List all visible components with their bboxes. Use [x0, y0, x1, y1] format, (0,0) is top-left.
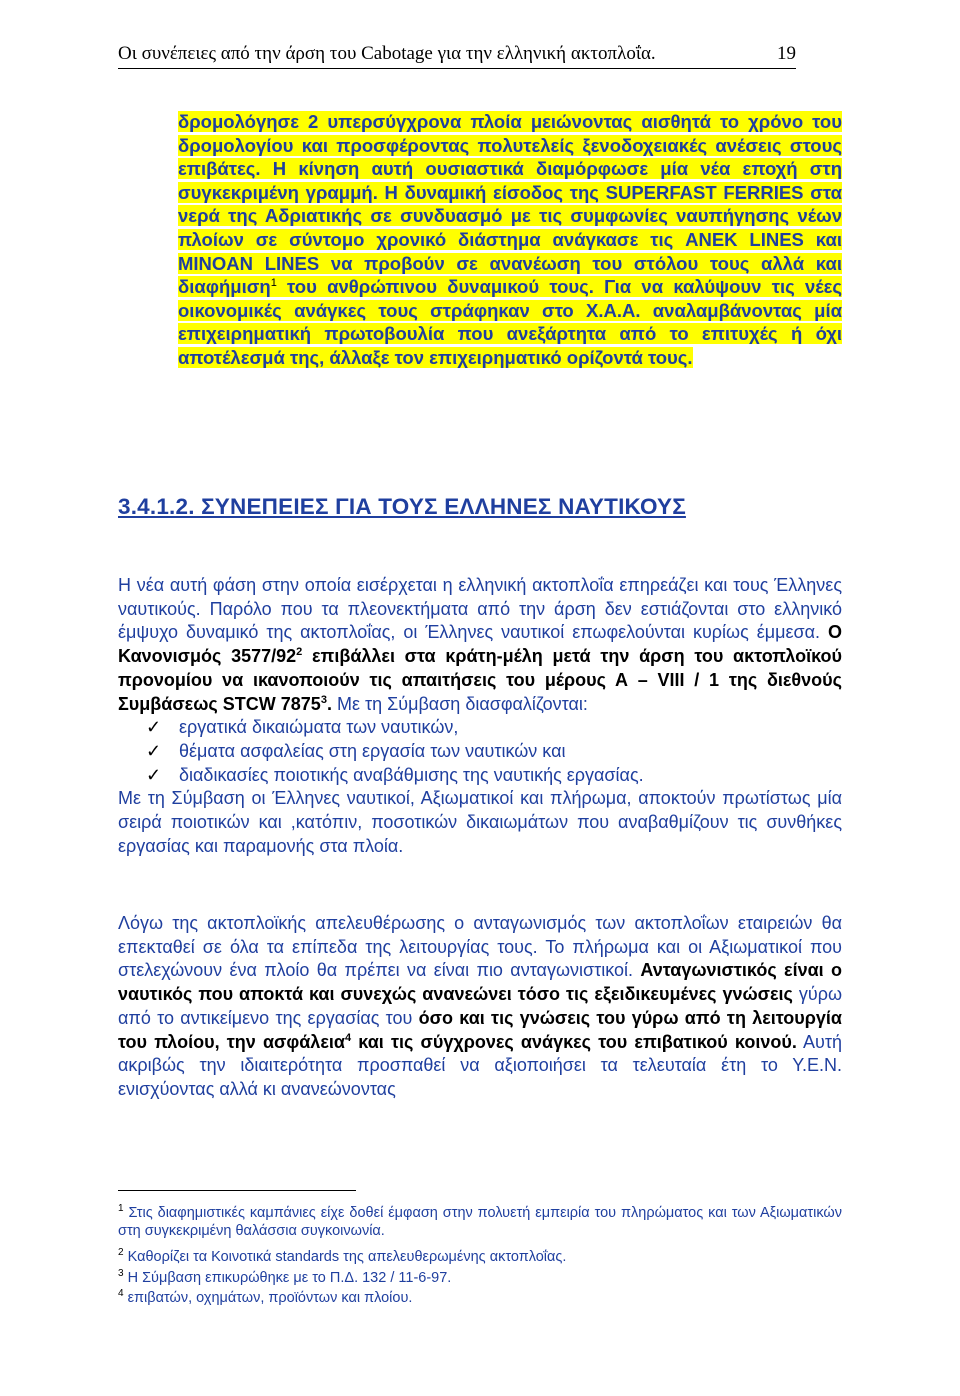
checklist-item: [146, 716, 842, 740]
footnote-divider: [118, 1190, 356, 1191]
checklist-item-text: διαδικασίες ποιοτικής αναβάθμισης της ναυτικής εργασίας.: [179, 764, 644, 785]
checklist-item-text: εργατικά δικαιώματα των ναυτικών,: [179, 717, 459, 738]
footnote-ref-3: 3: [320, 693, 327, 706]
footnote-text: Η Σύμβαση επικυρώθηκε με το Π.Δ. 132 / 11-6-97.: [127, 1269, 452, 1286]
section-heading: 3.4.1.2. ΣΥΝΕΠΕΙΕΣ ΓΙΑ ΤΟΥΣ ΕΛΛΗΝΕΣ ΝΑΥΤΙΚΟΥΣ: [118, 494, 686, 519]
checklist-item: [146, 764, 842, 788]
checklist-item-text: θέματα ασφαλείας στη εργασία των ναυτικών και: [179, 740, 566, 761]
checklist-item: [146, 740, 842, 764]
paragraph-3: [118, 912, 842, 1102]
paragraph-1: [118, 574, 842, 858]
paragraph-1-text-a: Η νέα αυτή φάση στην οποία εισέρχεται η ελληνική ακτοπλοΐα επηρεάζει και τους Έλληνες ναυτικούς. Παρόλο που τα πλεονεκτήματα από την άρση δεν εστιάζονται στο ελληνικό έμψυχο δυναμικό της ακτοπλοΐας, οι Έλληνες ναυτικοί επωφελούνται κυρίως έμμεσα.: [118, 575, 842, 643]
highlighted-paragraph: [178, 110, 842, 370]
highlight-text-2: του ανθρώπινου δυναμικού τους. Για να καλύψουν τις νέες οικονομικές ανάγκες τους στράφηκαν στο Χ.Α.Α. αναλαμβάνοντας μία επιχειρηματική πρωτοβουλία που ανεξάρτητα από το επιτυχές ή όχι αποτέλεσμά της, άλλαξε τον επιχειρηματικό ορίζοντά τους.: [178, 276, 842, 368]
footnote-ref-2: 2: [296, 646, 303, 659]
footnote-number: 4: [118, 1288, 124, 1299]
footnote: [118, 1200, 842, 1240]
footnote: [118, 1285, 842, 1307]
paragraph-3-bold-b: όσο και τις γνώσεις του γύρω από τη λειτουργία του πλοίου, την ασφάλεια: [118, 1007, 842, 1052]
paragraph-3-bold-a: Ανταγωνιστικός είναι ο ναυτικός που αποκτά και συνεχώς ανανεώνει τόσο τις εξειδικευμένες γνώσεις: [118, 960, 842, 1005]
paragraph-1-text-b: Με τη Σύμβαση διασφαλίζονται:: [331, 693, 588, 714]
checkmark-icon: ✓: [146, 764, 162, 785]
footnote-text: Καθορίζει τα Κοινοτικά standards της απελευθερωμένης ακτοπλοΐας.: [127, 1248, 567, 1265]
regulation-bold-b: επιβάλλει στα κράτη-μέλη μετά την άρση του ακτοπλοϊκού προνομίου να ικανοποιούν τις απαιτήσεις του μέρους Α – VIII / 1 της διεθνούς Συμβάσεως STCW 7875: [118, 646, 842, 714]
running-header: [118, 42, 796, 69]
regulation-bold-a: Ο Κανονισμός 3577/92: [118, 622, 842, 667]
footnote-number: 1: [118, 1203, 124, 1214]
footnote-ref-1: 1: [270, 277, 277, 289]
paragraph-3-bold-c: και τις σύγχρονες ανάγκες του επιβατικού κοινού.: [351, 1031, 797, 1052]
footnote-text: επιβατών, οχημάτων, προϊόντων και πλοίου.: [127, 1289, 413, 1306]
footnote: [118, 1265, 842, 1287]
footnote-number: 3: [118, 1268, 124, 1279]
checkmark-icon: ✓: [146, 740, 162, 761]
paragraph-3-text-c: Αυτή ακριβώς την ιδιαιτερότητα προσπαθεί να αξιοποιήσει τα τελευταία έτη το Υ.Ε.Ν. ενισχύοντας αλλά κι ανανεώνοντας: [118, 1031, 843, 1099]
paragraph-2: Με τη Σύμβαση οι Έλληνες ναυτικοί, Αξιωματικοί και πλήρωμα, αποκτούν πρωτίστως μία σειρά ποιοτικών και ,κατόπιν, ποσοτικών δικαιωμάτων που αναβαθμίζουν τις συνθήκες εργασίας και παραμονής στα πλοία.: [118, 788, 842, 856]
header-title: Οι συνέπειες από την άρση του Cabotage για την ελληνική ακτοπλοΐα.: [118, 43, 656, 64]
page-number: 19: [777, 43, 796, 64]
footnote: [118, 1244, 842, 1266]
paragraph-3-text-a: Λόγω της ακτοπλοϊκής απελευθέρωσης ο ανταγωνισμός των ακτοπλοΐων εταιρειών θα επεκταθεί σε όλα τα επίπεδα της λειτουργίας τους. Το πλήρωμα και οι Αξιωματικοί που στελεχώνουν ένα πλοίο θα πρέπει να είναι πιο ανταγωνιστικοί.: [118, 913, 842, 981]
highlight-text-1: δρομολόγησε 2 υπερσύγχρονα πλοία μειώνοντας αισθητά το χρόνο του δρομολογίου και προσφέροντας πολυτελείς ξενοδοχειακές ανέσεις στους επιβάτες. Η κίνηση αυτή ουσιαστικά διαμόρφωσε μία νέα εποχή στη συγκεκριμένη γραμμή. Η δυναμική είσοδος της SUPERFAST FERRIES στα νερά της Αδριατικής σε συνδυασμό με τις συμφωνίες ναυπήγησης νέων πλοίων σε σύντομο χρονικό διάστημα ανάγκασε τις ANEK LINES και MINOAN LINES να προβούν σε ανανέωση του στόλου τους αλλά και διαφήμιση: [178, 111, 842, 298]
footnote-number: 2: [118, 1247, 124, 1258]
footnote-text: Στις διαφημιστικές καμπάνιες είχε δοθεί έμφαση στην πολυετή εμπειρία του πληρώματος και των Αξιωματικών στη συγκεκριμένη θαλάσσια συγκοινωνία.: [118, 1204, 843, 1239]
paragraph-3-text-b: γύρω από το αντικείμενο της εργασίας του: [118, 984, 843, 1028]
checkmark-icon: ✓: [146, 717, 162, 738]
regulation-bold-c: .: [326, 693, 332, 714]
footnote-ref-4: 4: [344, 1031, 352, 1044]
rights-checklist: [118, 716, 842, 787]
